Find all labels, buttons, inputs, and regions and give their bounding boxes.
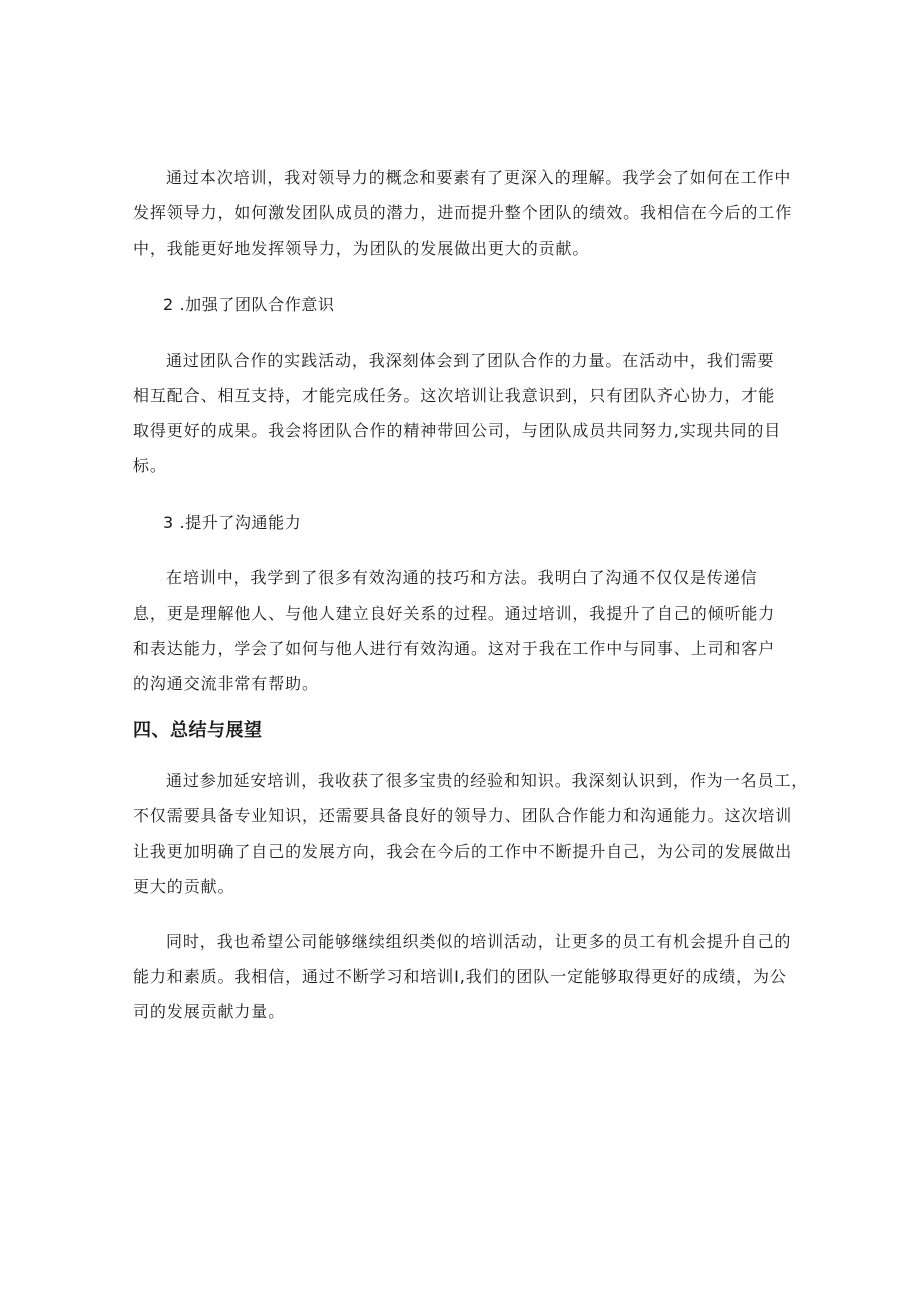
paragraph-leadership-line: 中，我能更好地发挥领导力，为团队的发展做出更大的贡献。 xyxy=(133,239,590,258)
paragraph-teamwork-line: 标。 xyxy=(133,456,167,475)
paragraph-communication-line: 的沟通交流非常有帮助。 xyxy=(133,674,319,693)
paragraph-teamwork-line: 相互配合、相互支持，才能完成任务。这次培训让我意识到，只有团队齐心协力，才能 xyxy=(133,386,776,405)
paragraph-communication-line: 息，更是理解他人、与他人建立良好关系的过程。通过培训，我提升了自己的倾听能力 xyxy=(133,604,776,623)
paragraph-summary-line: 让我更加明确了自己的发展方向，我会在今后的工作中不断提升自己，为公司的发展做出 xyxy=(133,842,793,861)
paragraph-outlook-line: 能力和素质。我相信，通过不断学习和培训I,我们的团队一定能够取得更好的成绩，为公 xyxy=(133,967,787,986)
paragraph-leadership-line: 发挥领导力，如何激发团队成员的潜力，进而提升整个团队的绩效。我相信在今后的工作 xyxy=(133,203,793,222)
section-title-summary: 四、总结与展望 xyxy=(133,720,263,741)
paragraph-communication-line: 在培训中，我学到了很多有效沟通的技巧和方法。我明白了沟通不仅仅是传递信 xyxy=(166,568,758,587)
paragraph-outlook-line: 同时，我也希望公司能够继续组织类似的培训活动，让更多的员工有机会提升自己的 xyxy=(166,932,792,951)
paragraph-leadership-line: 通过本次培训，我对领导力的概念和要素有了更深入的理解。我学会了如何在工作中 xyxy=(166,168,792,187)
paragraph-teamwork-line: 取得更好的成果。我会将团队合作的精神带回公司，与团队成员共同努力,实现共同的目 xyxy=(133,421,782,440)
paragraph-summary-line: 更大的贡献。 xyxy=(133,877,235,896)
paragraph-summary-line: 通过参加延安培训，我收获了很多宝贵的经验和知识。我深刻认识到，作为一名员工， xyxy=(166,771,809,790)
paragraph-summary-line: 不仅需要具备专业知识，还需要具备良好的领导力、团队合作能力和沟通能力。这次培训 xyxy=(133,806,793,825)
subheading-teamwork: 2 .加强了团队合作意识 xyxy=(163,295,335,314)
subheading-communication: 3 .提升了沟通能力 xyxy=(163,513,302,532)
paragraph-communication-line: 和表达能力，学会了如何与他人进行有效沟通。这对于我在工作中与同事、上司和客户 xyxy=(133,639,776,658)
paragraph-teamwork-line: 通过团队合作的实践活动，我深刻体会到了团队合作的力量。在活动中，我们需要 xyxy=(166,351,775,370)
paragraph-outlook-line: 司的发展贡献力量。 xyxy=(133,1002,286,1021)
